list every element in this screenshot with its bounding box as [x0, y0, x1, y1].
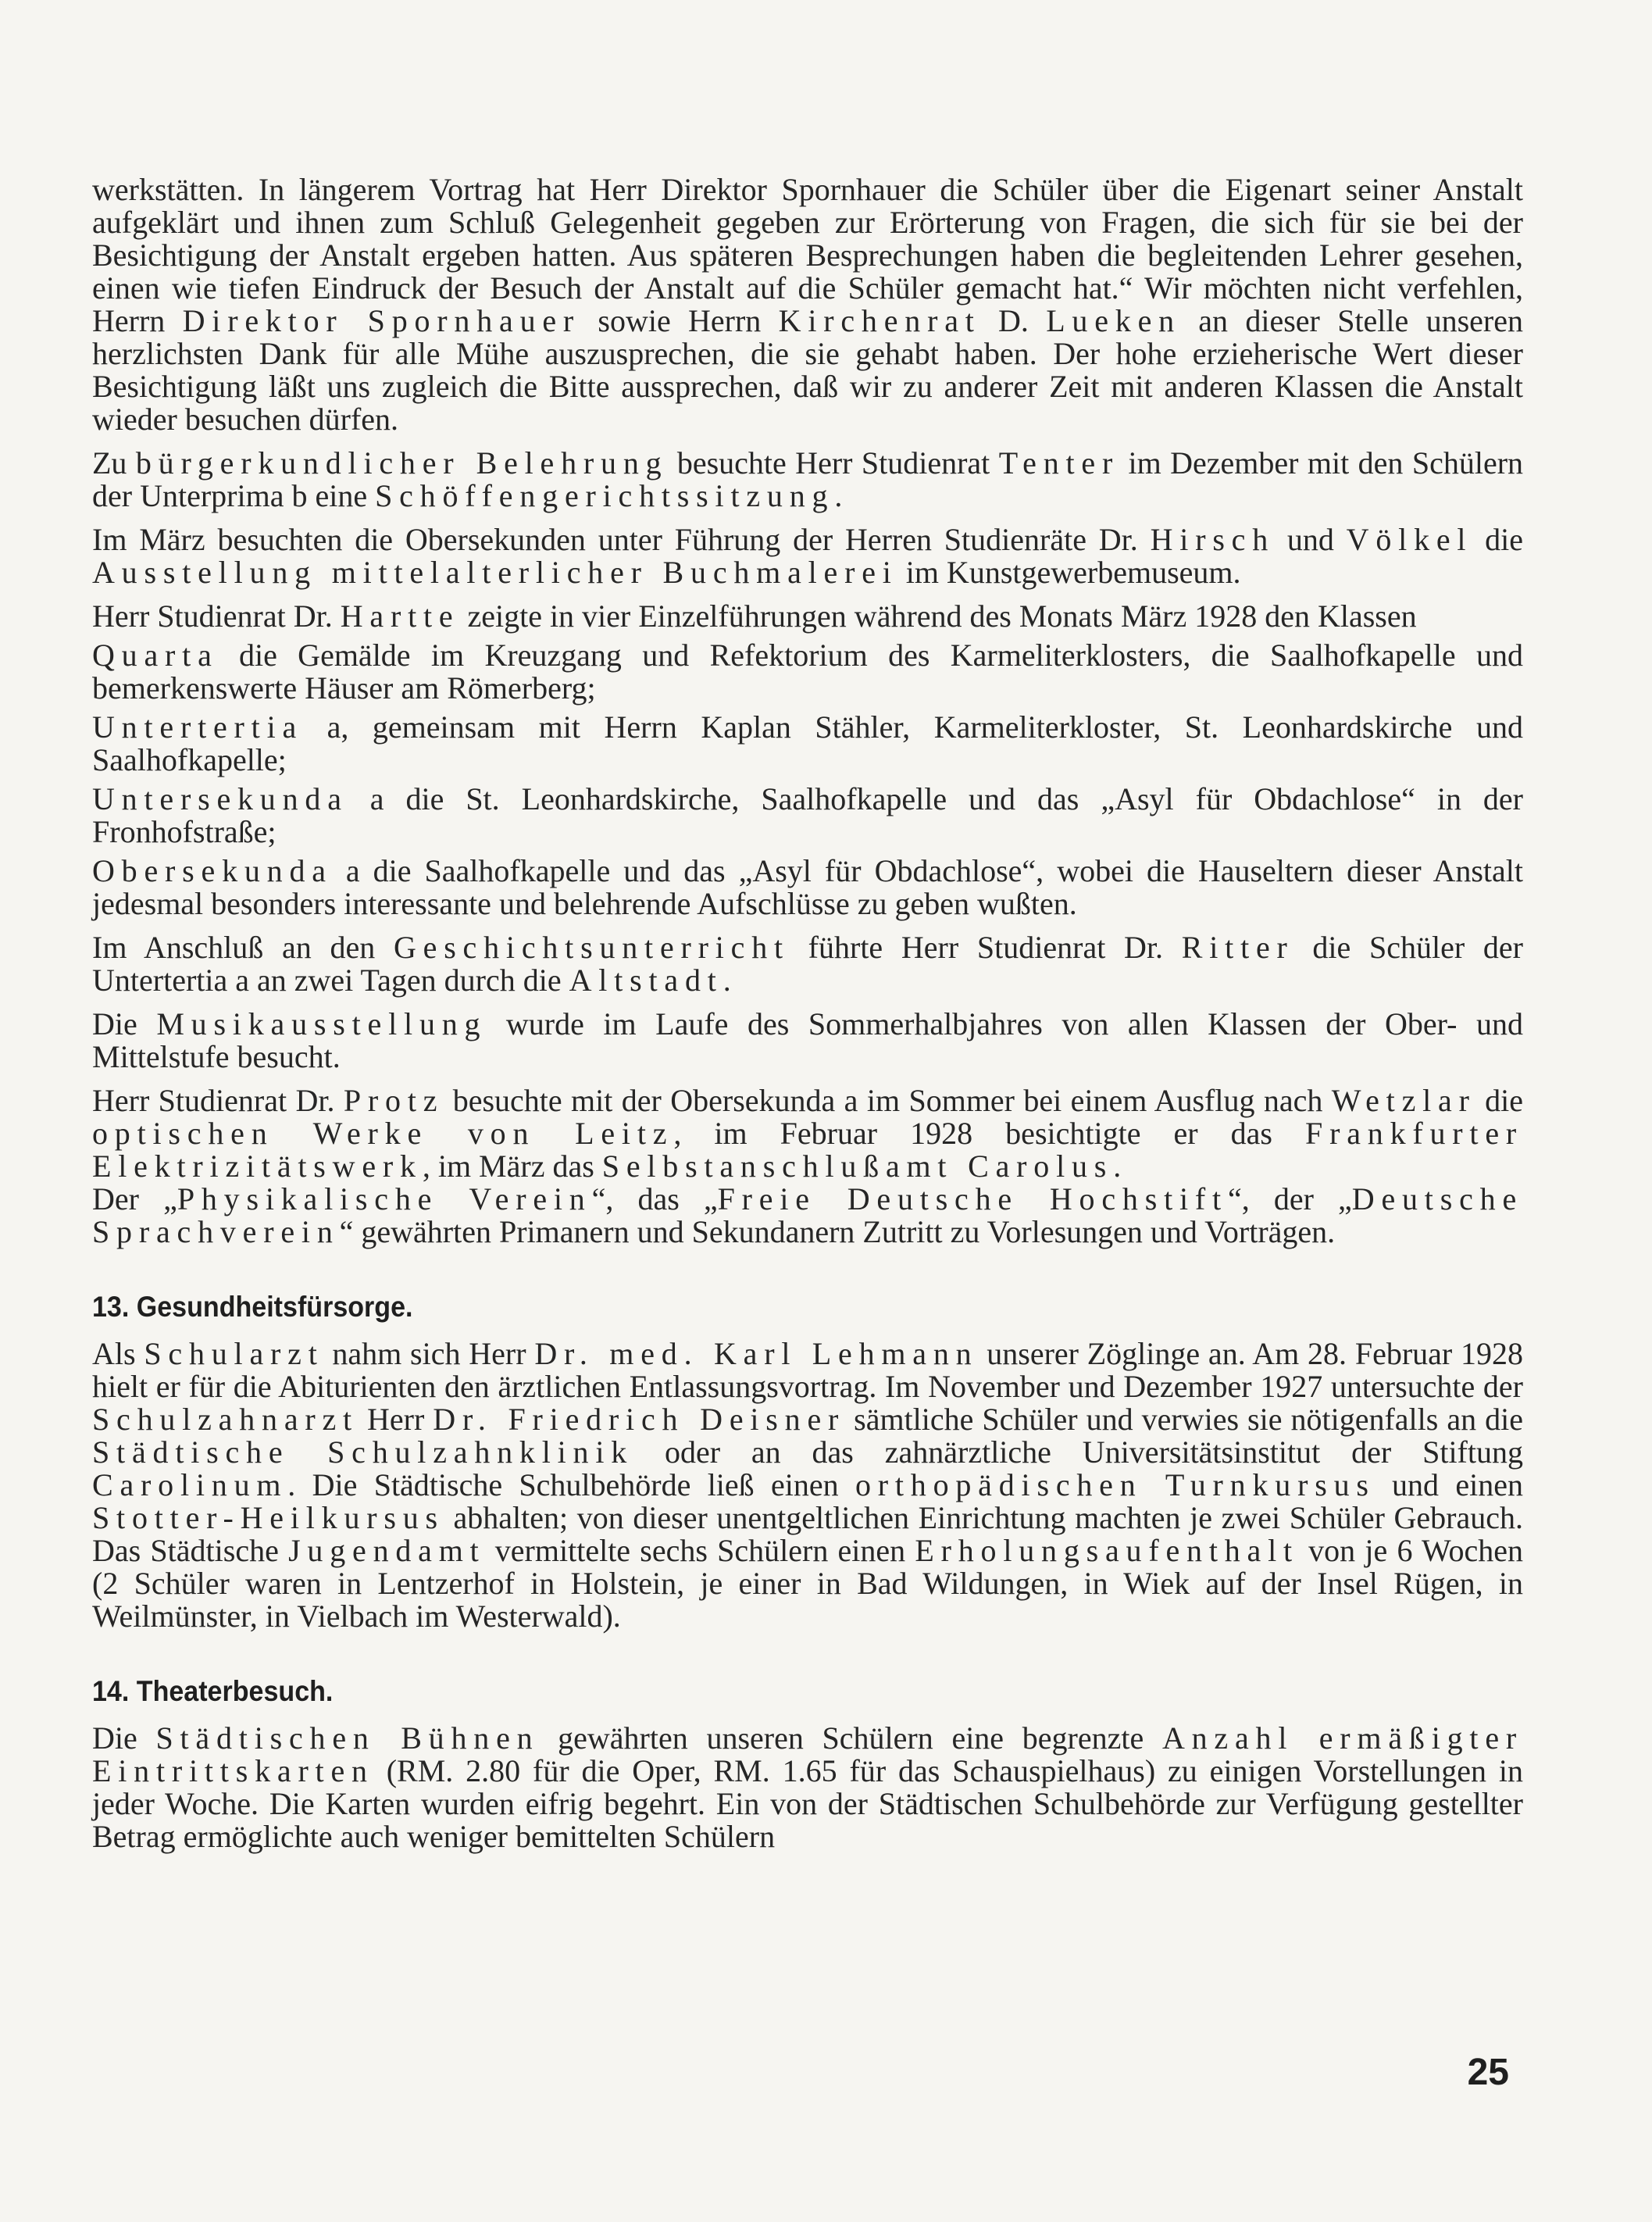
text-run: die: [1472, 522, 1524, 557]
text-run: die Schüler der Untertertia a an zwei Tagen durch die: [92, 930, 1523, 998]
spaced-name: Wetzlar: [1331, 1083, 1476, 1118]
spaced-term: Städtische Schulzahnklinik: [92, 1434, 634, 1470]
spaced-class: Untertertia: [92, 709, 304, 745]
spaced-term: Schöffengerichtssitzung: [375, 478, 835, 513]
spaced-term: Selbstanschlußamt Carolus: [601, 1149, 1114, 1184]
text-run: “, der „: [1227, 1181, 1352, 1216]
text-run: Zu: [92, 445, 136, 480]
text-run: von je 6 Wochen (2 Schüler waren in Lentzerhof in Holstein, je einer in Bad Wildungen, in Wiek auf der Insel Rügen, in Weilmünster, in Vielbach im Westerwald).: [92, 1533, 1524, 1634]
spaced-name: Deutsche Sprachverein: [92, 1181, 1523, 1249]
spaced-name: Physikalische Verein: [177, 1181, 592, 1216]
paragraph-geschichtsunterricht: [92, 931, 1523, 997]
text-run: “ gewährten Primanern und Sekundanern Zutritt zu Vorlesungen und Vorträgen.: [339, 1214, 1336, 1249]
text-run: .: [723, 963, 731, 998]
text-run: besuchte mit der Obersekunda a im Sommer bei einem Ausflug nach: [444, 1083, 1332, 1118]
section-heading-13: 13. Gesundheitsfürsorge.: [92, 1291, 413, 1323]
text-run: gewährten unseren Schülern eine begrenzte: [539, 1720, 1162, 1756]
text-run: , im Februar 1928 besichtigte er das: [673, 1116, 1306, 1151]
paragraph-hartte: [92, 600, 1523, 633]
text-run: (RM. 2.80 für die Oper, RM. 1.65 für das Schauspielhaus) zu einigen Vorstellungen in jeder Woche. Die Karten wurden eifrig begehrt. Ein von der Städtischen Schulbehörde zur Verfügung gestellter Betrag ermöglichte auch weniger bemittelten Schülern: [92, 1753, 1523, 1854]
paragraph-spornhauer: [92, 173, 1523, 436]
text-run: werkstätten. In längerem Vortrag hat Herr Direktor Spornhauer die Schüler über die Eigenart seiner Anstalt aufgeklärt und ihnen zum Schluß Gelegenheit gegeben zur Erörterung von Fragen, die sich für sie bei der Besichtigung der Anstalt ergeben hatten. Aus späteren Besprechungen haben die begleitenden Lehrer gesehen, einen wie tiefen Eindruck der Besuch der Anstalt auf die Schüler gemacht hat.“ Wir möchten nicht verfehlen, Herrn: [92, 172, 1523, 338]
text-run: und: [1275, 522, 1347, 557]
spaced-name: Dr. Friedrich Deisner: [433, 1402, 846, 1437]
text-run: nahm sich Herr: [323, 1336, 535, 1371]
paragraph-untersekunda: [92, 783, 1523, 848]
paragraph-buchmalerei: [92, 523, 1523, 589]
text-run: “, das „: [591, 1181, 718, 1216]
paragraph-vereine: [92, 1183, 1523, 1249]
paragraph-musikausstellung: [92, 1008, 1523, 1073]
paragraph-buergerkunde: [92, 447, 1523, 513]
spaced-name: Freie Deutsche Hochstift: [717, 1181, 1228, 1216]
paragraph-theaterbesuch: [92, 1722, 1523, 1853]
text-run: Herr Studienrat Dr.: [92, 598, 341, 634]
paragraph-untertertia: [92, 711, 1523, 777]
paragraph-quarta: [92, 639, 1523, 705]
text-run: im Kunstgewerbemuseum.: [897, 555, 1241, 590]
spaced-term: Stotter-Heilkursus: [92, 1500, 444, 1535]
spaced-term: Altstadt: [569, 963, 723, 998]
spaced-term: Erholungsaufenthalt: [915, 1533, 1299, 1568]
text-run: , im März das: [422, 1149, 602, 1184]
spaced-term: Anzahl ermäßigter Eintrittskarten: [92, 1720, 1523, 1788]
paragraph-gesundheitsfuersorge: [92, 1338, 1523, 1633]
document-page: [92, 173, 1523, 1853]
text-run: a die Saalhofkapelle und das „Asyl für Obdachlose“, wobei die Hauseltern dieser Anstalt jedesmal besonders interessante und belehrende Aufschlüsse zu geben wußten.: [92, 853, 1523, 921]
spaced-term: Geschichtsunterricht: [393, 930, 790, 965]
text-run: Als: [92, 1336, 145, 1371]
spaced-term: Schularzt: [144, 1336, 324, 1371]
text-run: abhalten; von dieser unentgeltlichen Einrichtung machten je zwei Schüler Gebrauch. Das Städtische: [92, 1500, 1523, 1568]
spaced-term: Ausstellung mittelalterlicher Buchmalerei: [92, 555, 898, 590]
text-run: führte Herr Studienrat Dr.: [789, 930, 1182, 965]
text-run: . Die Städtische Schulbehörde ließ einen: [287, 1467, 855, 1502]
spaced-term: Schulzahnarzt: [92, 1402, 359, 1437]
text-run: unserer Zöglinge an. Am 28. Februar 1928 hielt er für die Abiturienten den ärztlichen Entlassungsvortrag. Im November und Dezember 1927 untersuchte der: [92, 1336, 1523, 1404]
text-run: oder an das zahnärztliche Universitätsinstitut der Stiftung: [633, 1434, 1523, 1470]
page-number: 25: [1467, 2052, 1509, 2093]
spaced-name: Hirsch: [1150, 522, 1276, 557]
text-run: Die: [92, 1006, 157, 1041]
text-run: Die: [92, 1720, 156, 1756]
text-run: an dieser Stelle unseren herzlichsten Dank für alle Mühe auszusprechen, die sie gehabt haben. Der hohe erzieherische Wert dieser Besichtigung läßt uns zugleich die Bitte aussprechen, daß wir zu anderer Zeit mit anderen Klassen die Anstalt wieder besuchen dürfen.: [92, 303, 1524, 437]
text-run: sämtliche Schüler und verwies sie nötigenfalls an die: [845, 1402, 1523, 1437]
spaced-name: Direktor Spornhauer: [182, 303, 581, 338]
spaced-name: Protz: [343, 1083, 444, 1118]
spaced-name: Dr. med. Karl Lehmann: [534, 1336, 979, 1371]
text-run: Der „: [92, 1181, 177, 1216]
paragraph-obersekunda: [92, 855, 1523, 920]
text-run: zeigte in vier Einzelführungen während des Monats März 1928 den Klassen: [459, 598, 1417, 634]
spaced-class: Obersekunda: [92, 853, 333, 888]
spaced-term: Musikausstellung: [156, 1006, 487, 1041]
spaced-class: Quarta: [92, 638, 219, 673]
spaced-term: orthopädischen Turnkursus: [855, 1467, 1375, 1502]
text-run: Im Anschluß an den: [92, 930, 394, 965]
text-run: Herr: [358, 1402, 434, 1437]
spaced-term: optischen Werke von Leitz: [92, 1116, 674, 1151]
spaced-term: Städtischen Bühnen: [155, 1720, 540, 1756]
text-run: im Dezember mit den Schülern der Unterprima b eine: [92, 445, 1524, 513]
paragraph-protz: [92, 1084, 1523, 1183]
spaced-name: Kirchenrat: [778, 303, 981, 338]
text-run: D.: [980, 303, 1047, 338]
spaced-name: Tenter: [998, 445, 1120, 480]
text-run: Herr Studienrat Dr.: [92, 1083, 344, 1118]
text-run: Im März besuchten die Obersekunden unter Führung der Herren Studienräte Dr.: [92, 522, 1151, 557]
spaced-name: Völkel: [1346, 522, 1473, 557]
spaced-name: Hartte: [340, 598, 460, 634]
spaced-term: Jugendamt: [288, 1533, 486, 1568]
section-heading-14: 14. Theaterbesuch.: [92, 1675, 334, 1707]
text-run: a, gemeinsam mit Herrn Kaplan Stähler, Karmeliterkloster, St. Leonhardskirche und Saalhofkapelle;: [92, 709, 1523, 777]
spaced-name: Carolinum: [92, 1467, 288, 1502]
text-run: .: [834, 478, 843, 513]
spaced-term: bürgerkundlicher Belehrung: [135, 445, 669, 480]
text-run: wurde im Laufe des Sommerhalbjahres von allen Klassen der Ober- und Mittelstufe besucht.: [92, 1006, 1523, 1074]
text-run: vermittelte sechs Schülern einen: [485, 1533, 915, 1568]
spaced-class: Untersekunda: [92, 781, 348, 816]
text-run: die: [1475, 1083, 1523, 1118]
text-run: besuchte Herr Studienrat: [668, 445, 999, 480]
text-run: a die St. Leonhardskirche, Saalhofkapelle und das „Asyl für Obdachlose“ in der Fronhofstraße;: [92, 781, 1523, 849]
text-run: und einen: [1375, 1467, 1524, 1502]
spaced-name: Ritter: [1181, 930, 1294, 965]
text-run: .: [1113, 1149, 1122, 1184]
text-run: sowie Herrn: [580, 303, 779, 338]
spaced-name: Lueken: [1046, 303, 1181, 338]
text-run: die Gemälde im Kreuzgang und Refektorium des Karmeliterklosters, die Saalhofkapelle und bemerkenswerte Häuser am Römerberg;: [92, 638, 1523, 706]
spaced-term: Frankfurter Elektrizitätswerk: [92, 1116, 1523, 1184]
